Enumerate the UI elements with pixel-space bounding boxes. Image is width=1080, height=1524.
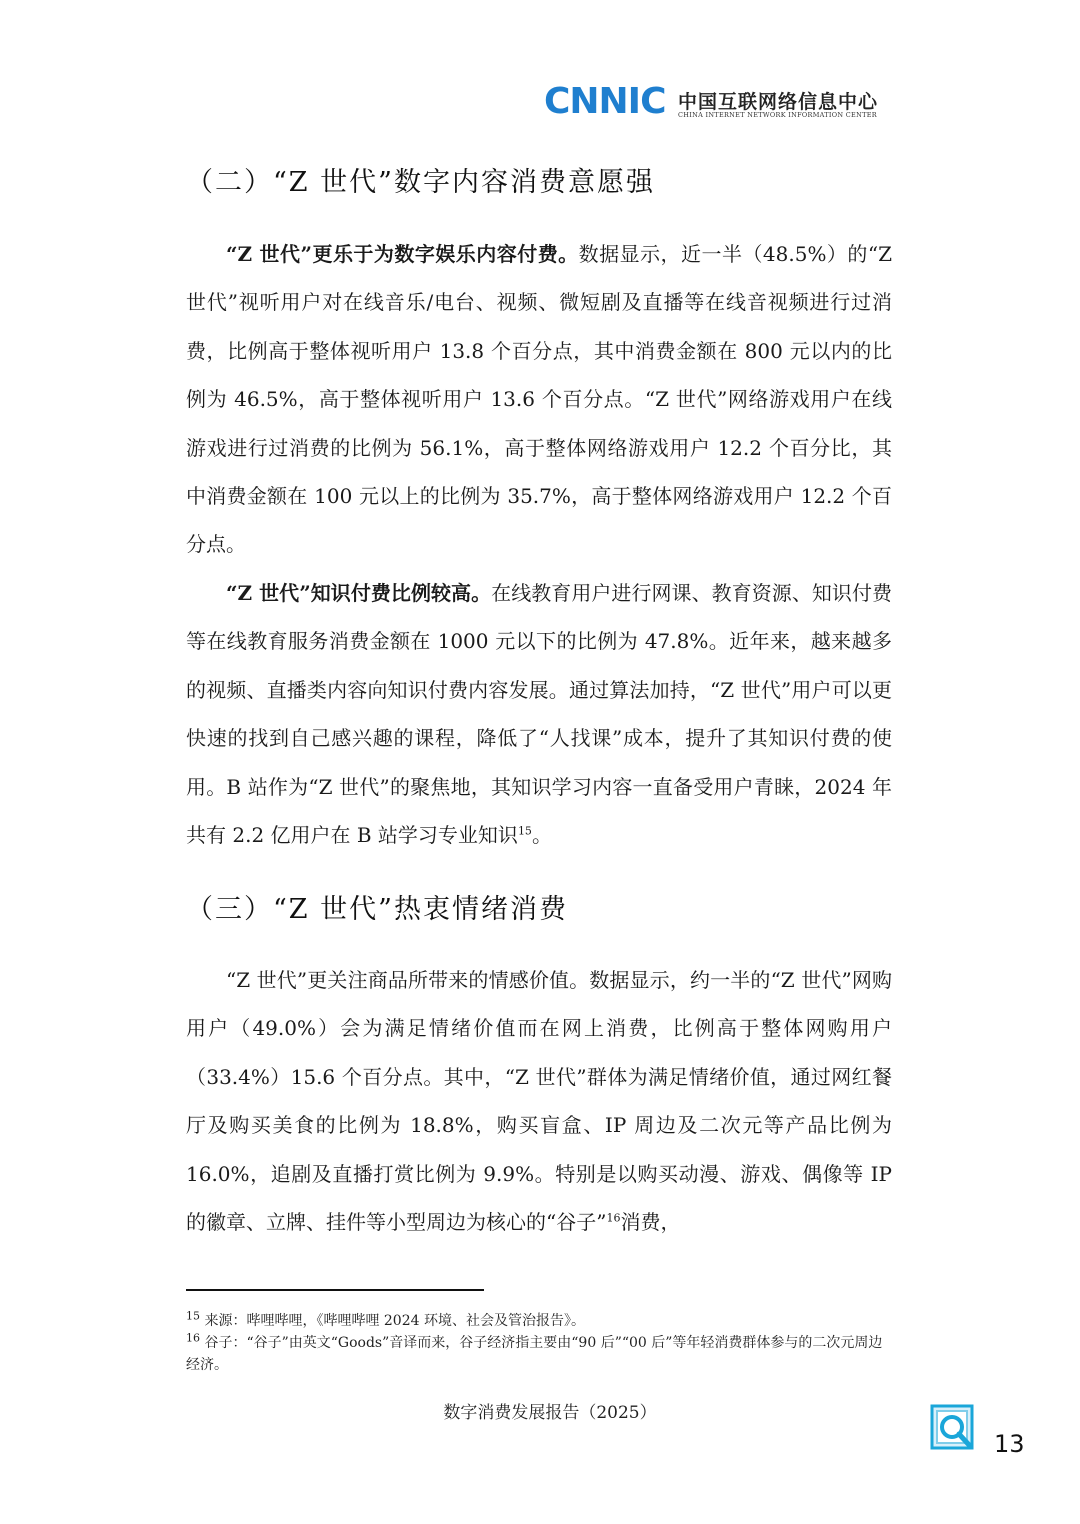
- footnote-16: [186, 1332, 896, 1376]
- footnote-divider: [186, 1289, 484, 1291]
- paragraph-text: 数据显示，近一半（48.5%）的“Z 世代”视听用户对在线音乐/电台、视频、微短剧及直播等在线音视频进行过消费，比例高于整体视听用户 13.8 个百分点，其中消费金额在 800 元以内的比例为 46.5%，高于整体视听用户 13.6 个百分点。“Z 世代”网络游戏用户在线游戏进行过消费的比例为 56.1%，高于整体网络游戏用户 12.2 个百分比，其中消费金额在 100 元以上的比例为 35.7%，高于整体网络游戏用户 12.2 个百分点。: [186, 242, 892, 557]
- paragraph-tail: 消费，: [620, 1210, 681, 1235]
- paragraph-lead: “Z 世代”更乐于为数字娱乐内容付费。: [226, 242, 579, 266]
- footnote-ref-15[interactable]: 15: [517, 824, 532, 838]
- paragraph-z-knowledge: [186, 569, 892, 859]
- report-title-footer: 数字消费发展报告（2025）: [443, 1403, 657, 1423]
- paragraph-z-emotional: [186, 956, 892, 1246]
- cnnic-logo-icon: CNNIC: [544, 81, 666, 122]
- logo-english-name: CHINA INTERNET NETWORK INFORMATION CENTER: [678, 111, 877, 119]
- paragraph-tail: 。: [531, 823, 552, 848]
- logo-chinese-name: 中国互联网络信息中心: [678, 91, 879, 113]
- paragraph-lead: “Z 世代”知识付费比例较高。: [226, 581, 492, 605]
- footnote-ref-16[interactable]: 16: [606, 1211, 621, 1225]
- section-heading-2: （二）“Z 世代”数字内容消费意愿强: [186, 167, 655, 198]
- footnote-number: 16: [186, 1331, 200, 1345]
- footnote-text: 来源：哔哩哔哩，《哔哩哔哩 2024 环境、社会及管治报告》。: [204, 1313, 585, 1329]
- footnote-15: [186, 1310, 896, 1332]
- paragraph-text: 在线教育用户进行网课、教育资源、知识付费等在线教育服务消费金额在 1000 元以下的比例为 47.8%。近年来，越来越多的视频、直播类内容向知识付费内容发展。通过算法加持，“Z 世代”用户可以更快速的找到自己感兴趣的课程，降低了“人找课”成本，提升了其知识付费的使用。B 站作为“Z 世代”的聚焦地，其知识学习内容一直备受用户青睐，2024 年共有 2.2 亿用户在 B 站学习专业知识: [186, 581, 893, 848]
- page-number: 13: [994, 1430, 1025, 1458]
- paragraph-text: “Z 世代”更关注商品所带来的情感价值。数据显示，约一半的“Z 世代”网购用户（49.0%）会为满足情绪价值而在网上消费，比例高于整体网购用户（33.4%）15.6 个百分点。其中，“Z 世代”群体为满足情绪价值，通过网红餐厅及购买美食的比例为 18.8%，购买盲盒、IP 周边及二次元等产品比例为 16.0%，追剧及直播打赏比例为 9.9%。特别是以购买动漫、游戏、偶像等 IP 的徽章、立牌、挂件等小型周边为核心的“谷子”: [186, 968, 892, 1235]
- footnote-number: 15: [186, 1309, 200, 1323]
- paragraph-z-entertainment: [186, 230, 892, 569]
- footnote-text: 谷子：“谷子”由英文“Goods”音译而来，谷子经济指主要由“90 后”“00 后”等年轻消费群体参与的二次元周边经济。: [186, 1335, 883, 1373]
- section-heading-3: （三）“Z 世代”热衷情绪消费: [186, 894, 568, 925]
- report-magnifier-icon: [930, 1404, 978, 1452]
- cnnic-logo: [544, 81, 904, 124]
